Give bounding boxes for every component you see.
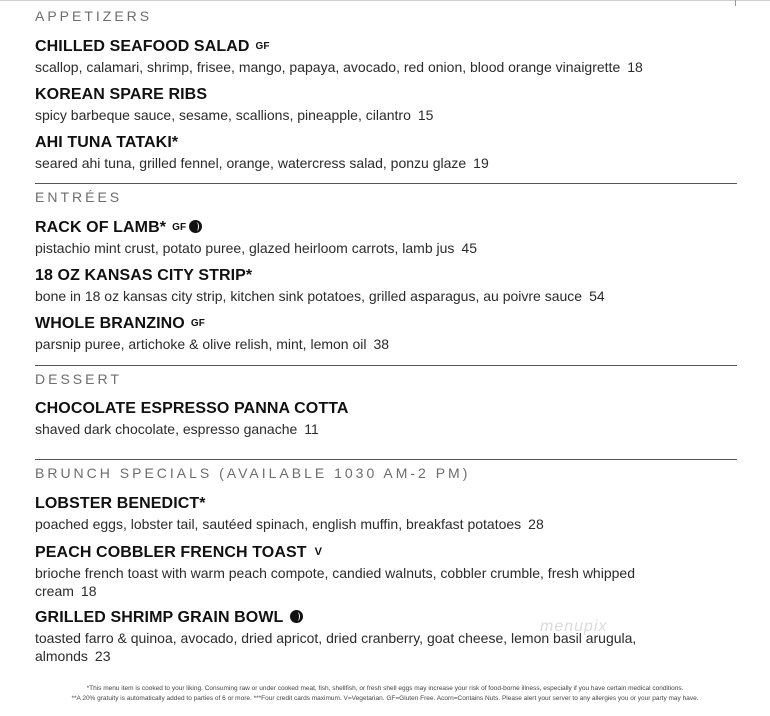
- menu-item: [35, 542, 735, 600]
- item-price: 18: [80, 583, 97, 599]
- item-description: shaved dark chocolate, espresso ganache: [35, 421, 298, 437]
- item-description: spicy barbeque sauce, sesame, scallions, pineapple, cilantro: [35, 107, 411, 123]
- footnote-raw-food-warning: *This menu item is cooked to your liking. Consuming raw or under cooked meat, fish, shellfish, or fresh shell eggs may increase your risk of food-borne illness, especially if you have certain medical conditions.: [86, 685, 684, 692]
- menu-item: [35, 266, 735, 305]
- item-price: 23: [94, 648, 111, 664]
- item-price: 11: [304, 421, 319, 437]
- item-price: 45: [461, 240, 477, 256]
- item-name: CHOCOLATE ESPRESSO PANNA COTTA: [35, 400, 349, 417]
- item-name: CHILLED SEAFOOD SALAD: [35, 38, 250, 55]
- menu-item: [35, 608, 735, 665]
- item-description: scallop, calamari, shrimp, frisee, mango, papaya, avocado, red onion, blood orange vinaigrette: [35, 59, 621, 75]
- item-name: LOBSTER BENEDICT*: [35, 495, 206, 512]
- section-heading-entrees: ENTRÉES: [35, 189, 123, 205]
- item-description: toasted farro & quinoa, avocado, dried apricot, dried cranberry, goat cheese, lemon basil arugula, almonds: [35, 630, 637, 664]
- item-price: 54: [589, 288, 605, 304]
- top-divider: [0, 0, 770, 1]
- item-description: poached eggs, lobster tail, sautéed spinach, english muffin, breakfast potatoes: [35, 516, 522, 532]
- item-name: WHOLE BRANZINO: [35, 315, 185, 332]
- corner-mark: [735, 0, 736, 6]
- section-heading-dessert: DESSERT: [35, 371, 122, 387]
- item-description: parsnip puree, artichoke & olive relish, mint, lemon oil: [35, 336, 367, 352]
- menu-item: [35, 399, 735, 438]
- menu-item: [35, 314, 735, 353]
- gluten-free-tag: GF: [190, 318, 205, 329]
- nut-icon: [290, 610, 303, 623]
- item-name: 18 OZ KANSAS CITY STRIP*: [35, 267, 253, 284]
- item-name: AHI TUNA TATAKI*: [35, 134, 179, 151]
- item-price: 19: [473, 155, 489, 171]
- item-description: seared ahi tuna, grilled fennel, orange, watercress salad, ponzu glaze: [35, 155, 467, 171]
- item-name: RACK OF LAMB*: [35, 219, 167, 236]
- item-name: KOREAN SPARE RIBS: [35, 86, 208, 103]
- watermark: menupix: [540, 618, 608, 635]
- item-description: brioche french toast with warm peach compote, candied walnuts, cobbler crumble, fresh whipped cream: [35, 565, 635, 599]
- vegetarian-tag: V: [314, 546, 323, 558]
- item-price: 38: [373, 336, 390, 352]
- section-heading-appetizers: APPETIZERS: [35, 8, 153, 24]
- item-description: pistachio mint crust, potato puree, glazed heirloom carrots, lamb jus: [35, 240, 455, 256]
- item-name: PEACH COBBLER FRENCH TOAST: [35, 544, 307, 561]
- item-description: bone in 18 oz kansas city strip, kitchen sink potatoes, grilled asparagus, au poivre sauce: [35, 288, 583, 304]
- menu-item: [35, 133, 735, 172]
- menu-item: [35, 85, 735, 124]
- section-heading-brunch: BRUNCH SPECIALS (AVAILABLE 1030 AM-2 PM): [35, 465, 471, 481]
- gluten-free-tag: GF: [255, 41, 270, 52]
- menu-item: [35, 218, 735, 257]
- gluten-free-tag: GF: [172, 222, 187, 233]
- item-price: 15: [417, 107, 434, 123]
- item-price: 18: [627, 59, 643, 75]
- menu-item: [35, 37, 735, 76]
- footnote-gratuity-legend: **A 20% gratuity is automatically added to parties of 6 or more. ***Four credit cards maximum. V=Vegetarian. GF=Gluten Free. Acorn=Contains Nuts. Please alert your server to any allergies you or your party may have.: [71, 695, 699, 702]
- nut-icon: [189, 220, 202, 233]
- item-price: 28: [528, 516, 544, 532]
- section-divider: [35, 365, 737, 366]
- menu-item: [35, 494, 735, 533]
- item-name: GRILLED SHRIMP GRAIN BOWL: [35, 609, 284, 626]
- section-divider: [35, 183, 737, 184]
- section-divider: [35, 459, 737, 460]
